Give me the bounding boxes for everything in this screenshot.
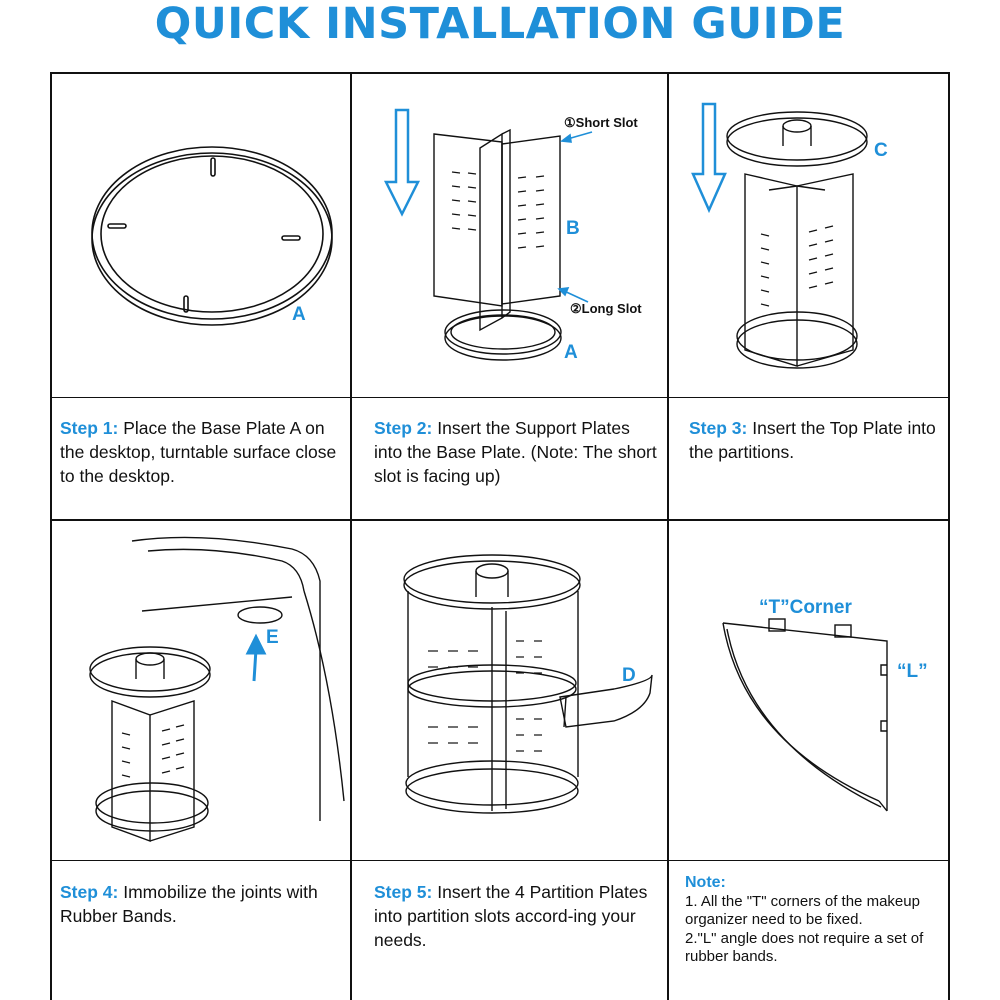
step-2-body: Insert the Support Plates into the Base Plate. (Note: The short slot is facing up) [374,418,657,486]
step-4-label: Step 4: [60,882,119,902]
step-2-label: Step 2: [374,418,433,438]
note-line-2: 2."L" angle does not require a set of rubber bands. [685,929,924,965]
note-line-1: 1. All the "T" corners of the makeup organizer need to be fixed. [685,892,920,928]
grid-row-divider-2 [50,860,950,861]
label-b: B [566,218,580,239]
step-5-label: Step 5: [374,882,433,902]
label-c: C [874,140,888,161]
figure-top-plate [669,74,948,396]
page-title: QUICK INSTALLATION GUIDE [154,0,846,49]
label-e: E [266,627,279,648]
note-label: Note: [685,874,726,891]
figure-base-plate [52,74,350,396]
grid-row-divider-1 [50,397,950,398]
step-3-body: Insert the Top Plate into the partitions. [689,418,936,462]
long-slot-label: ②Long Slot [570,301,642,316]
note-block [685,874,947,967]
step-5-body: Insert the 4 Partition Plates into partition slots accord-ing your needs. [374,882,648,950]
figure-partition-plates [352,521,667,859]
step-3-text [689,416,939,464]
step-2-text [374,416,659,488]
l-label: “L” [897,661,928,682]
down-arrow-icon [693,104,725,210]
t-corner-label: “T”Corner [759,597,852,618]
up-arrow-icon [248,637,264,681]
short-slot-label: ①Short Slot [564,115,638,130]
figure-rubber-bands [52,521,350,859]
step-3-label: Step 3: [689,418,748,438]
label-d: D [622,665,636,686]
step-5-text [374,880,652,952]
down-arrow-icon [386,110,418,214]
figure-t-corner [669,521,948,859]
step-4-text [60,880,340,928]
step-1-text [60,416,348,488]
step-1-body: Place the Base Plate A on the desktop, turntable surface close to the desktop. [60,418,337,486]
step-1-label: Step 1: [60,418,119,438]
step-4-body: Immobilize the joints with Rubber Bands. [60,882,318,926]
label-a: A [564,342,578,363]
label-a: A [292,304,306,325]
figure-support-plates [352,74,667,396]
